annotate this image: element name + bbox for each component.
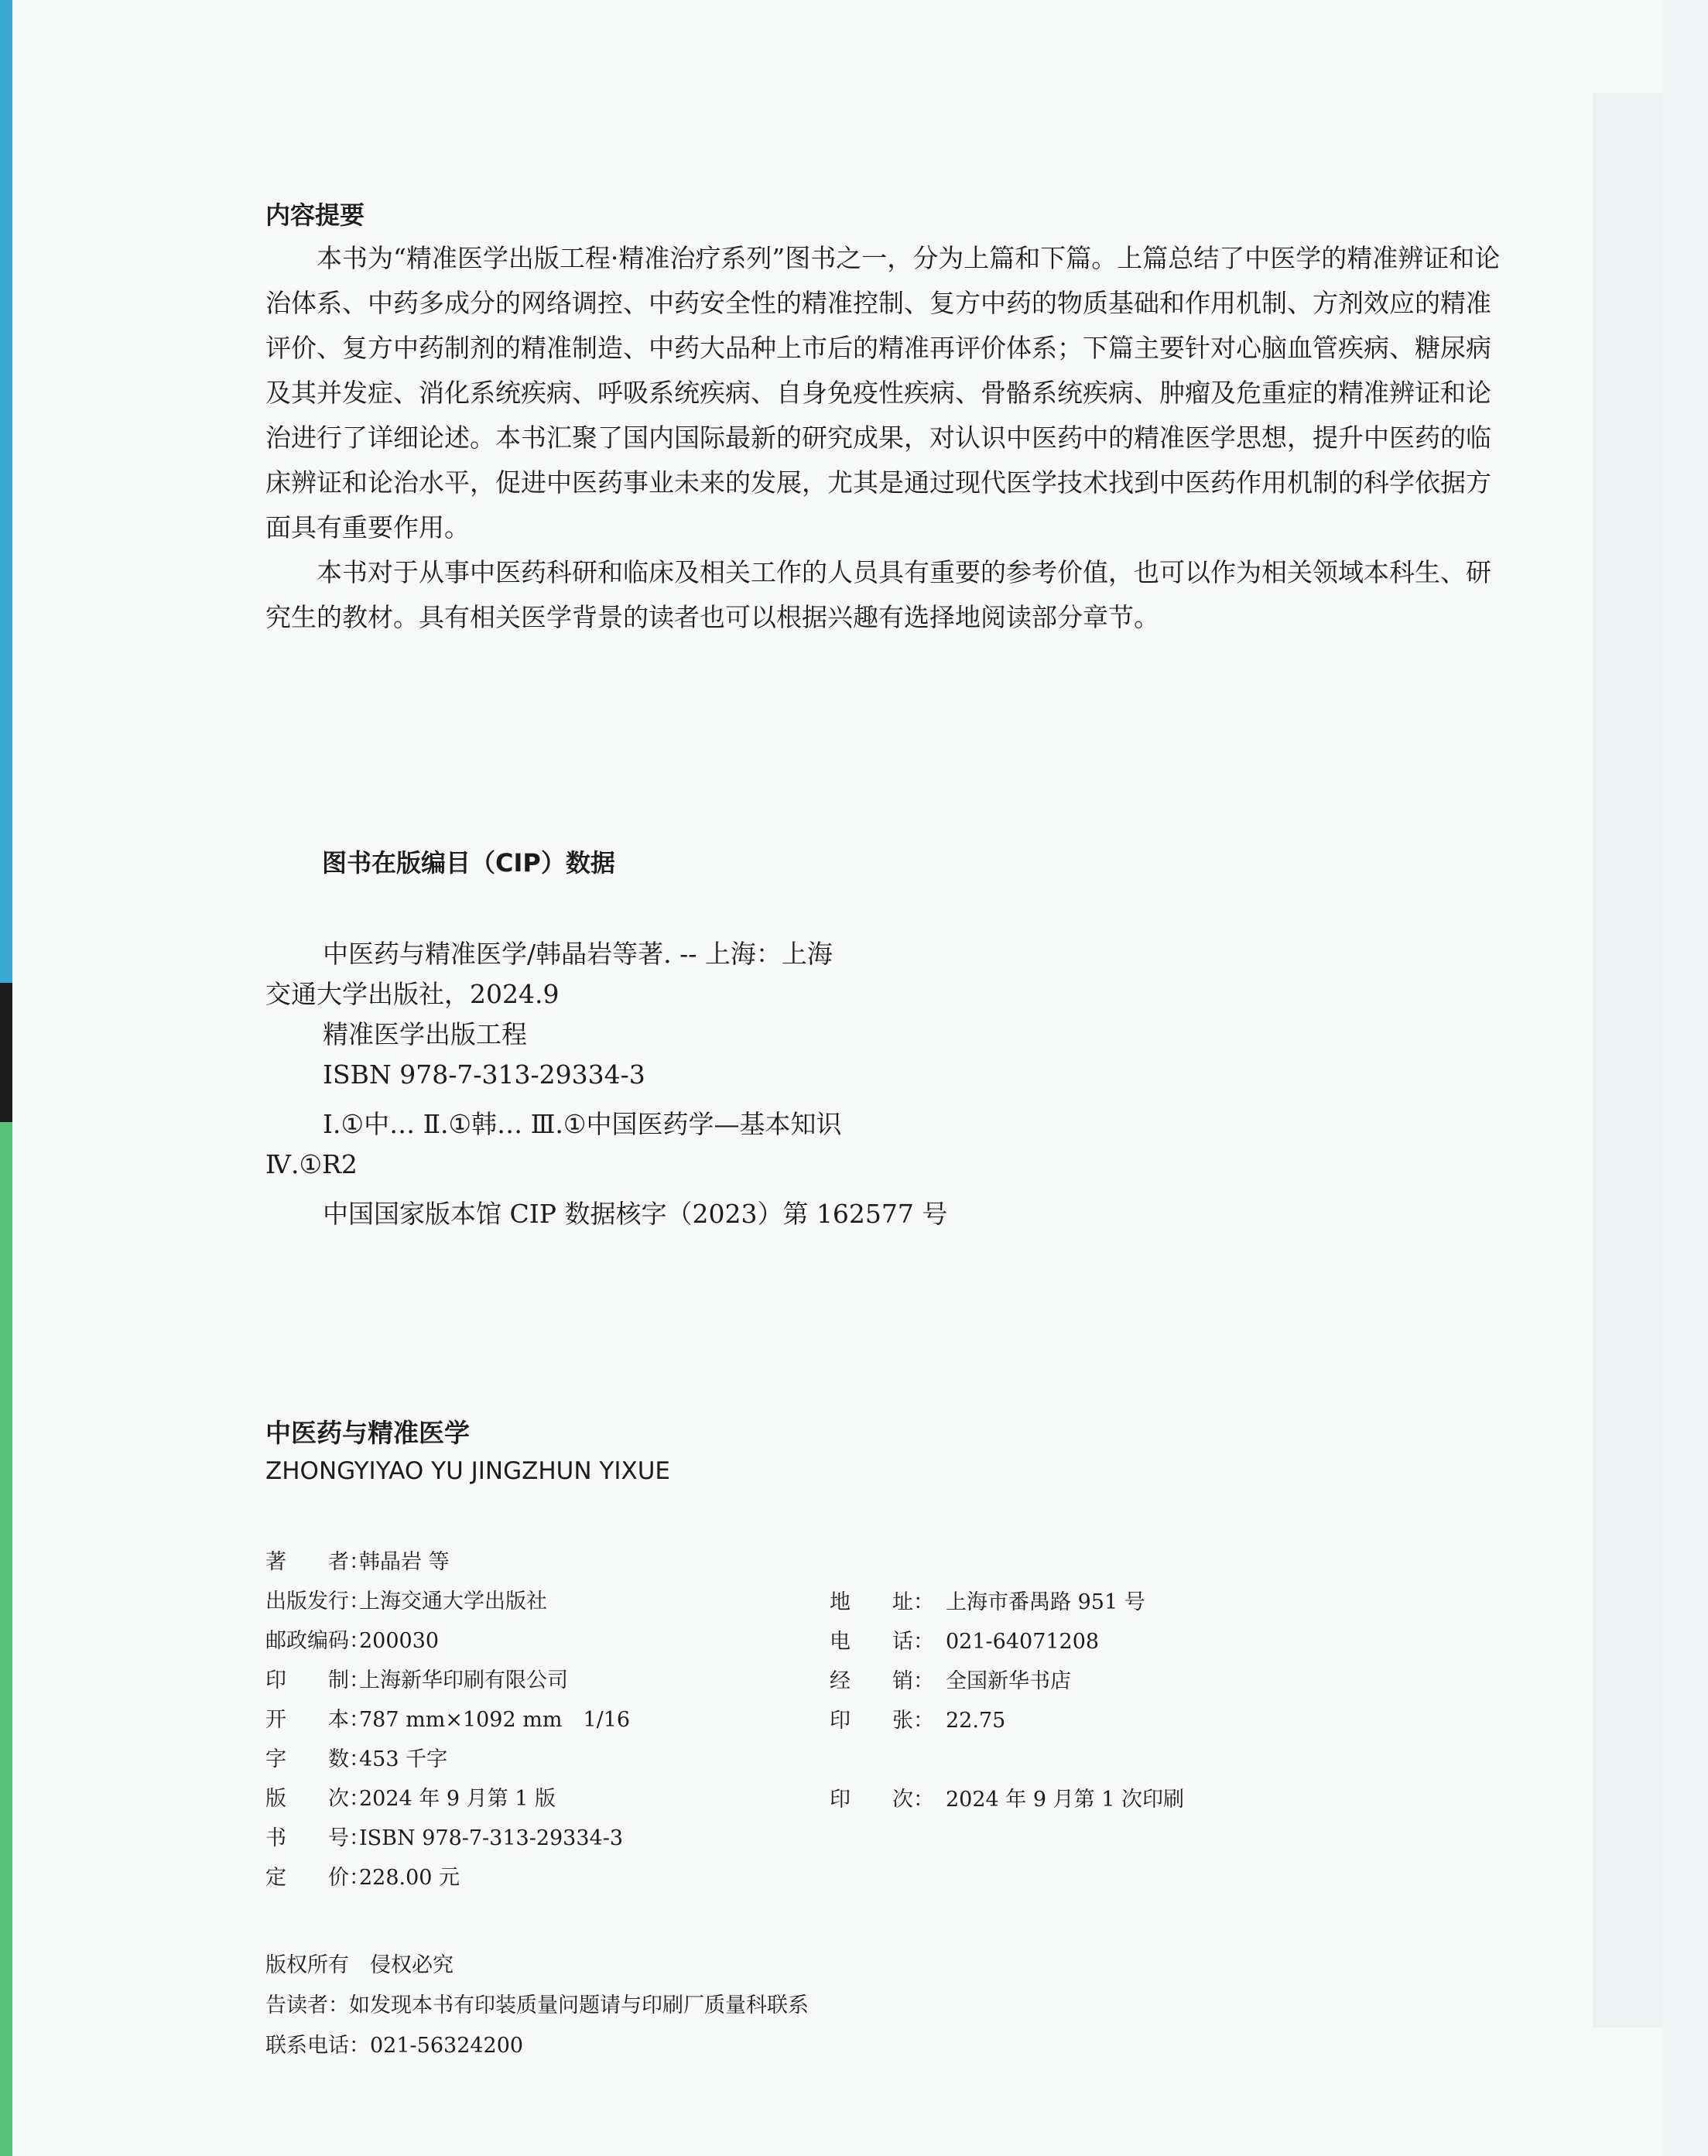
reader-notice: 告读者：如发现本书有印装质量问题请与印刷厂质量科联系: [265, 1993, 809, 2017]
info-value: 787 mm×1092 mm 1/16: [359, 1708, 631, 1732]
cip-title: 图书在版编目（CIP）数据: [322, 848, 615, 878]
edge-color-green: [0, 1122, 12, 2156]
info-row-empty: [830, 1740, 1184, 1780]
book-title: 中医药与精准医学: [265, 1418, 470, 1448]
info-row: [265, 1542, 630, 1582]
info-row: [830, 1701, 1184, 1740]
copyright-footer: [265, 1946, 809, 2066]
cip-line-6: Ⅳ.①R2: [265, 1149, 358, 1179]
show-through-panel: [1593, 93, 1662, 2028]
publication-info-right: [830, 1583, 1184, 1819]
info-row: [830, 1583, 1184, 1622]
publication-info-left: [265, 1542, 630, 1898]
info-value: 453 千字: [359, 1747, 448, 1771]
info-label: 书 号：: [265, 1826, 370, 1850]
info-label: 开 本：: [265, 1708, 370, 1732]
info-row: [265, 1700, 630, 1740]
info-label: 版 次：: [265, 1787, 370, 1811]
info-value: 021-64071208: [946, 1630, 1100, 1654]
summary-title: 内容提要: [265, 200, 365, 230]
cip-record: [265, 934, 962, 1234]
info-value: 全国新华书店: [946, 1669, 1071, 1693]
info-label: 印 制：: [265, 1668, 370, 1692]
info-value: 228.00 元: [359, 1866, 460, 1890]
info-label: 邮政编码：: [265, 1629, 370, 1653]
info-value: 韩晶岩 等: [359, 1550, 450, 1574]
info-row: [830, 1780, 1184, 1819]
info-row: [830, 1622, 1184, 1661]
contact-phone: 联系电话：021-56324200: [265, 2034, 524, 2058]
cip-line-3: 精准医学出版工程: [323, 1019, 527, 1049]
info-row: [265, 1779, 630, 1819]
info-row: [265, 1819, 630, 1858]
book-pinyin: ZHONGYIYAO YU JINGZHUN YIXUE: [265, 1457, 670, 1485]
cip-line-5: Ⅰ.①中… Ⅱ.①韩… Ⅲ.①中国医药学—基本知识: [323, 1109, 842, 1139]
info-label: 印 张：: [830, 1709, 934, 1733]
cip-line-4: ISBN 978-7-313-29334-3: [323, 1059, 645, 1090]
info-row: [265, 1661, 630, 1700]
info-row: [265, 1740, 630, 1779]
info-label: 字 数：: [265, 1747, 370, 1771]
left-edge-strip: [0, 0, 12, 2156]
info-value: ISBN 978-7-313-29334-3: [359, 1826, 624, 1850]
info-value: 上海新华印刷有限公司: [359, 1668, 568, 1692]
edge-color-dark: [0, 983, 12, 1122]
edge-color-cyan: [0, 0, 12, 983]
info-label: 著 者：: [265, 1550, 370, 1574]
info-label: 电 话：: [830, 1630, 934, 1654]
info-row: [265, 1582, 630, 1621]
summary-body: [265, 236, 1513, 640]
cip-line-1: 中医药与精准医学/韩晶岩等著. -- 上海：上海: [323, 939, 833, 969]
info-value: 上海交通大学出版社: [359, 1590, 547, 1614]
info-value: 200030: [359, 1629, 440, 1653]
info-label: 定 价：: [265, 1866, 370, 1890]
cip-line-2: 交通大学出版社，2024.9: [265, 979, 560, 1009]
summary-paragraph-1: 本书为“精准医学出版工程·精准治疗系列”图书之一，分为上篇和下篇。上篇总结了中医学的精准辨证和论治体系、中药多成分的网络调控、中药安全性的精准控制、复方中药的物质基础和作用机制、方剂效应的精准评价、复方中药制剂的精准制造、中药大品种上市后的精准再评价体系；下篇主要针对心脑血管疾病、糖尿病及其并发症、消化系统疾病、呼吸系统疾病、自身免疫性疾病、骨骼系统疾病、肿瘤及危重症的精准辨证和论治进行了详细论述。本书汇聚了国内国际最新的研究成果，对认识中医药中的精准医学思想，提升中医药的临床辨证和论治水平，促进中医药事业未来的发展，尤其是通过现代医学技术找到中医药作用机制的科学依据方面具有重要作用。: [265, 243, 1501, 542]
info-label: 地 址：: [830, 1590, 934, 1614]
right-page-edge: [1662, 0, 1708, 2156]
rights-notice: 版权所有 侵权必究: [265, 1953, 454, 1977]
info-row: [265, 1858, 630, 1898]
info-label: 经 销：: [830, 1669, 934, 1693]
summary-paragraph-2: 本书对于从事中医药科研和临床及相关工作的人员具有重要的参考价值，也可以作为相关领域本科生、研究生的教材。具有相关医学背景的读者也可以根据兴趣有选择地阅读部分章节。: [265, 557, 1491, 632]
info-row: [265, 1621, 630, 1661]
info-value: 上海市番禺路 951 号: [946, 1590, 1145, 1614]
info-label: 出版发行：: [265, 1590, 370, 1614]
info-value: 2024 年 9 月第 1 版: [359, 1787, 556, 1811]
cip-line-7: 中国国家版本馆 CIP 数据核字（2023）第 162577 号: [323, 1199, 948, 1229]
info-row: [830, 1661, 1184, 1701]
info-label: 印 次：: [830, 1788, 934, 1812]
info-value: 22.75: [946, 1709, 1006, 1733]
info-value: 2024 年 9 月第 1 次印刷: [946, 1788, 1184, 1812]
